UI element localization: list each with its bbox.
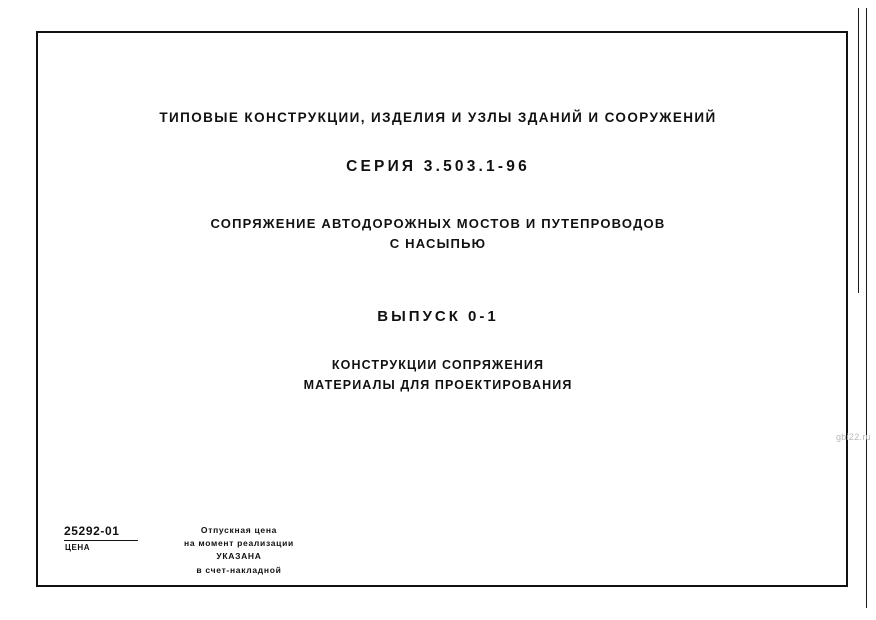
price-label: ЦЕНА xyxy=(65,543,91,552)
subject-line-1-plain: СОПРЯЖЕНИЕ АВТОДОРОЖНЫХ МОСТОВ И ПУТЕПРО xyxy=(210,216,612,231)
subject-line-1 xyxy=(0,214,876,234)
price-note-line-4: в счет-накладной xyxy=(196,564,282,575)
price-note xyxy=(144,524,334,577)
subject-block xyxy=(0,214,876,253)
series-heading: ТИПОВЫЕ КОНСТРУКЦИИ, ИЗДЕЛИЯ И УЗЛЫ ЗДАНИЙ И СООРУЖЕНИЙ xyxy=(159,110,717,125)
description-line-1: КОНСТРУКЦИИ СОПРЯЖЕНИЯ xyxy=(331,358,545,372)
subject-line-2: С НАСЫПЬЮ xyxy=(389,235,487,251)
price-note-line-2: на момент реализации xyxy=(184,538,294,549)
title-block xyxy=(0,110,876,395)
watermark-text: gbi22.ru xyxy=(836,432,871,442)
price-note-line-3: УКАЗАНА xyxy=(216,551,262,562)
description-block xyxy=(0,355,876,395)
price-note-line-1: Отпускная цена xyxy=(200,525,278,535)
price-code: 25292-01 xyxy=(64,524,120,538)
price-underline xyxy=(64,540,138,541)
subject-line-1-emphasis: ВОДОВ xyxy=(611,216,666,231)
issue-number: ВЫПУСК 0-1 xyxy=(377,308,499,325)
price-stamp xyxy=(64,524,364,588)
description-line-2: МАТЕРИАЛЫ ДЛЯ ПРОЕКТИРОВАНИЯ xyxy=(303,378,573,392)
series-number: СЕРИЯ 3.503.1-96 xyxy=(346,158,530,175)
